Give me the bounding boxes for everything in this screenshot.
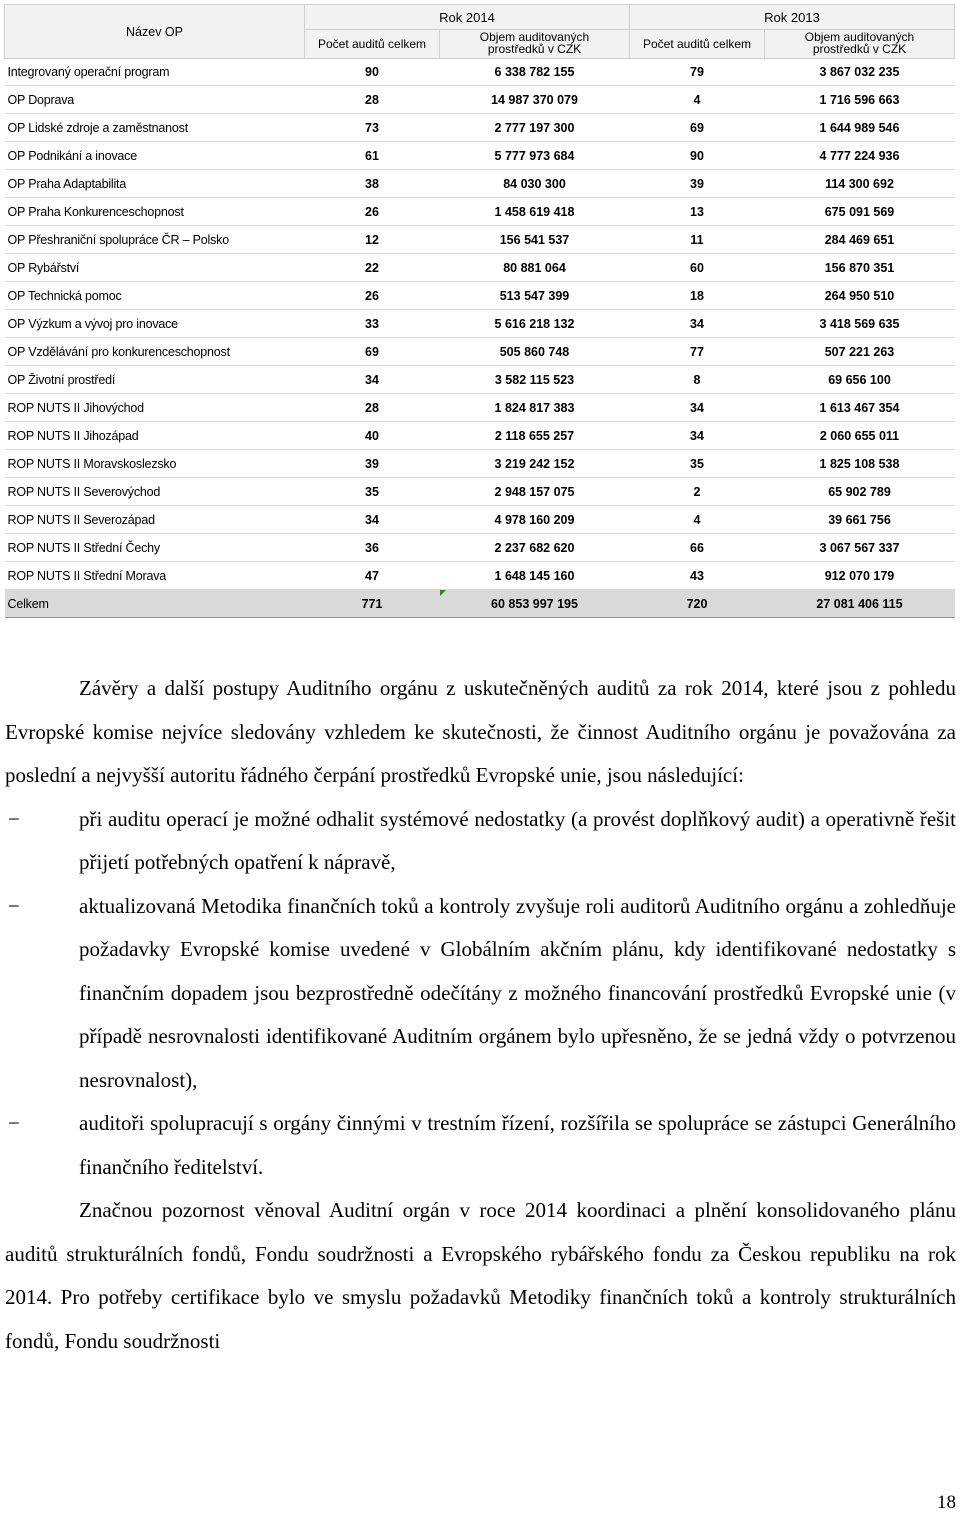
audit-count-2014-cell: 34 (305, 506, 440, 534)
audit-count-2014-cell: 34 (305, 366, 440, 394)
page-number: 18 (937, 1492, 956, 1513)
audit-volume-2013-cell: 3 067 567 337 (765, 534, 955, 562)
audit-count-2013-cell: 90 (630, 142, 765, 170)
program-name-cell: Celkem (5, 590, 305, 618)
audit-count-2014-cell: 35 (305, 478, 440, 506)
audit-volume-2013-cell: 156 870 351 (765, 254, 955, 282)
audit-count-2013-cell: 34 (630, 394, 765, 422)
program-name-cell: OP Životní prostředí (5, 366, 305, 394)
table-row (5, 478, 955, 506)
audit-count-2013-cell: 43 (630, 562, 765, 590)
audit-count-2013-cell: 39 (630, 170, 765, 198)
audit-count-2013-cell: 13 (630, 198, 765, 226)
audit-volume-2014-cell: 3 219 242 152 (440, 450, 630, 478)
dash-bullet: − (8, 1111, 20, 1135)
header-volume-2013 (765, 30, 955, 59)
program-name-cell: OP Technická pomoc (5, 282, 305, 310)
table-row (5, 86, 955, 114)
header-year-2014: Rok 2014 (305, 5, 630, 30)
header-count-2014: Počet auditů celkem (305, 30, 440, 59)
audit-volume-2013-cell: 1 825 108 538 (765, 450, 955, 478)
audit-count-2013-cell: 66 (630, 534, 765, 562)
audit-volume-2014-cell: 4 978 160 209 (440, 506, 630, 534)
table-body (5, 59, 955, 618)
audit-volume-2014-cell: 1 648 145 160 (440, 562, 630, 590)
program-name-cell: ROP NUTS II Střední Čechy (5, 534, 305, 562)
audit-volume-2014-cell: 2 118 655 257 (440, 422, 630, 450)
table-row (5, 562, 955, 590)
table-row (5, 450, 955, 478)
audit-volume-2013-cell: 2 060 655 011 (765, 422, 955, 450)
audit-volume-2013-cell: 69 656 100 (765, 366, 955, 394)
audit-count-2013-cell: 34 (630, 422, 765, 450)
header-count-2013: Počet auditů celkem (630, 30, 765, 59)
audit-count-2014-cell: 33 (305, 310, 440, 338)
program-name-cell: OP Rybářství (5, 254, 305, 282)
audit-count-2013-cell: 8 (630, 366, 765, 394)
audit-count-2013-cell: 79 (630, 59, 765, 86)
dash-bullet: − (8, 806, 20, 831)
program-name-cell: OP Podnikání a inovace (5, 142, 305, 170)
audit-volume-2013-cell: 3 867 032 235 (765, 59, 955, 86)
header-year-2013: Rok 2013 (630, 5, 955, 30)
audit-count-2014-cell: 26 (305, 198, 440, 226)
header-volume-line1: Objem auditovaných (804, 30, 915, 44)
program-name-cell: OP Lidské zdroje a zaměstnanost (5, 114, 305, 142)
audit-count-2014-cell: 28 (305, 394, 440, 422)
list-item (5, 798, 956, 885)
audit-volume-2013-cell: 114 300 692 (765, 170, 955, 198)
list-item-text: auditoři spolupracují s orgány činnými v trestním řízení, rozšířila se spolupráce se zástupci Generálního finančního ředitelství. (79, 1111, 956, 1179)
header-volume-line2: prostředků v CZK (487, 42, 582, 56)
header-volume-line2: prostředků v CZK (812, 42, 907, 56)
audit-volume-2014-cell: 2 777 197 300 (440, 114, 630, 142)
audit-count-2014-cell: 47 (305, 562, 440, 590)
table-row (5, 534, 955, 562)
audit-volume-2013-cell: 3 418 569 635 (765, 310, 955, 338)
audit-count-2014-cell: 61 (305, 142, 440, 170)
audit-volume-2014-cell: 505 860 748 (440, 338, 630, 366)
audit-volume-2013-cell: 39 661 756 (765, 506, 955, 534)
audit-volume-2014-cell: 84 030 300 (440, 170, 630, 198)
audit-volume-2013-cell: 4 777 224 936 (765, 142, 955, 170)
audit-volume-2013-cell: 27 081 406 115 (765, 590, 955, 618)
audit-count-2013-cell: 720 (630, 590, 765, 618)
paragraph-coordination: Značnou pozornost věnoval Auditní orgán v roce 2014 koordinaci a plnění konsolidovaného plánu auditů strukturálních fondů, Fondu soudržnosti a Evropského rybářského fondu za Českou republiku na rok 2014. Pro potřeby certifikace bylo ve smyslu požadavků Metodiky finančních toků a kontroly strukturálních fondů, Fondu soudržnosti (5, 1198, 956, 1353)
audit-count-2013-cell: 4 (630, 506, 765, 534)
program-name-cell: OP Praha Adaptabilita (5, 170, 305, 198)
audit-count-2014-cell: 771 (305, 590, 440, 618)
audit-count-2014-cell: 22 (305, 254, 440, 282)
audit-count-2013-cell: 11 (630, 226, 765, 254)
audit-volume-2013-cell: 284 469 651 (765, 226, 955, 254)
body-text (5, 667, 956, 1363)
audit-volume-2014-cell: 513 547 399 (440, 282, 630, 310)
table-row (5, 422, 955, 450)
list-item-text: při auditu operací je možné odhalit systémové nedostatky (a provést doplňkový audit) a operativně řešit přijetí potřebných opatření k nápravě, (79, 806, 956, 874)
program-name-cell: OP Výzkum a vývoj pro inovace (5, 310, 305, 338)
program-name-cell: ROP NUTS II Moravskoslezsko (5, 450, 305, 478)
program-name-cell: ROP NUTS II Střední Morava (5, 562, 305, 590)
audit-count-2014-cell: 90 (305, 59, 440, 86)
program-name-cell: OP Doprava (5, 86, 305, 114)
audit-count-2013-cell: 34 (630, 310, 765, 338)
audit-count-2013-cell: 69 (630, 114, 765, 142)
audit-volume-2013-cell: 507 221 263 (765, 338, 955, 366)
program-name-cell: OP Vzdělávání pro konkurenceschopnost (5, 338, 305, 366)
audit-count-2013-cell: 60 (630, 254, 765, 282)
audit-volume-2014-cell: 6 338 782 155 (440, 59, 630, 86)
audit-volume-2013-cell: 675 091 569 (765, 198, 955, 226)
list-item (5, 1102, 956, 1189)
audit-summary-table (4, 4, 955, 618)
program-name-cell: ROP NUTS II Severovýchod (5, 478, 305, 506)
program-name-cell: Integrovaný operační program (5, 59, 305, 86)
table-row (5, 114, 955, 142)
table-row (5, 310, 955, 338)
audit-count-2014-cell: 73 (305, 114, 440, 142)
table-row (5, 338, 955, 366)
table-row (5, 226, 955, 254)
audit-volume-2014-cell: 3 582 115 523 (440, 366, 630, 394)
audit-volume-2014-cell: 60 853 997 195 (440, 590, 630, 618)
audit-volume-2014-cell: 5 777 973 684 (440, 142, 630, 170)
program-name-cell: ROP NUTS II Severozápad (5, 506, 305, 534)
audit-volume-2013-cell: 1 644 989 546 (765, 114, 955, 142)
header-volume-2014 (440, 30, 630, 59)
audit-count-2014-cell: 39 (305, 450, 440, 478)
program-name-cell: ROP NUTS II Jihozápad (5, 422, 305, 450)
audit-count-2013-cell: 4 (630, 86, 765, 114)
table-row (5, 142, 955, 170)
audit-count-2014-cell: 38 (305, 170, 440, 198)
audit-count-2013-cell: 18 (630, 282, 765, 310)
audit-volume-2014-cell: 14 987 370 079 (440, 86, 630, 114)
list-item-text: aktualizovaná Metodika finančních toků a kontroly zvyšuje roli auditorů Auditního orgánu a zohledňuje požadavky Evropské komise uvedené v Globálním akčním plánu, kdy identifikované nedostatky s finančním dopadem jsou bezprostředně odečítány z možného financování prostředků Evropské unie (v případě nesrovnalosti identifikované Auditním orgánem bylo upřesněno, že se jedná vždy o potvrzenou nesrovnalost), (79, 893, 956, 1092)
audit-volume-2014-cell: 80 881 064 (440, 254, 630, 282)
audit-volume-2014-cell: 156 541 537 (440, 226, 630, 254)
list-item (5, 885, 956, 1103)
audit-count-2014-cell: 36 (305, 534, 440, 562)
bullet-list (5, 798, 956, 1190)
audit-count-2013-cell: 2 (630, 478, 765, 506)
audit-volume-2014-cell: 5 616 218 132 (440, 310, 630, 338)
audit-count-2014-cell: 69 (305, 338, 440, 366)
table-row (5, 59, 955, 86)
table-row (5, 506, 955, 534)
audit-volume-2014-cell: 1 458 619 418 (440, 198, 630, 226)
program-name-cell: ROP NUTS II Jihovýchod (5, 394, 305, 422)
program-name-cell: OP Praha Konkurenceschopnost (5, 198, 305, 226)
audit-volume-2013-cell: 264 950 510 (765, 282, 955, 310)
table-row (5, 170, 955, 198)
program-name-cell: OP Přeshraniční spolupráce ČR – Polsko (5, 226, 305, 254)
audit-volume-2013-cell: 65 902 789 (765, 478, 955, 506)
table-row (5, 394, 955, 422)
audit-count-2013-cell: 77 (630, 338, 765, 366)
audit-volume-2013-cell: 1 716 596 663 (765, 86, 955, 114)
table-row (5, 198, 955, 226)
audit-count-2014-cell: 12 (305, 226, 440, 254)
audit-volume-2014-cell: 2 948 157 075 (440, 478, 630, 506)
paragraph-conclusions: Závěry a další postupy Auditního orgánu z uskutečněných auditů za rok 2014, které jsou z pohledu Evropské komise nejvíce sledovány vzhledem ke skutečnosti, že činnost Auditního orgánu je považována za poslední a nejvyšší autoritu řádného čerpání prostředků Evropské unie, jsou následující: (5, 676, 956, 787)
audit-volume-2013-cell: 1 613 467 354 (765, 394, 955, 422)
table-row (5, 254, 955, 282)
audit-count-2014-cell: 28 (305, 86, 440, 114)
header-program-name: Název OP (5, 5, 305, 59)
table-total-row (5, 590, 955, 618)
audit-volume-2013-cell: 912 070 179 (765, 562, 955, 590)
audit-volume-2014-cell: 2 237 682 620 (440, 534, 630, 562)
table-row (5, 282, 955, 310)
audit-count-2014-cell: 40 (305, 422, 440, 450)
table-row (5, 366, 955, 394)
audit-count-2013-cell: 35 (630, 450, 765, 478)
audit-volume-2014-cell: 1 824 817 383 (440, 394, 630, 422)
dash-bullet: − (8, 893, 20, 918)
header-volume-line1: Objem auditovaných (479, 30, 590, 44)
audit-count-2014-cell: 26 (305, 282, 440, 310)
